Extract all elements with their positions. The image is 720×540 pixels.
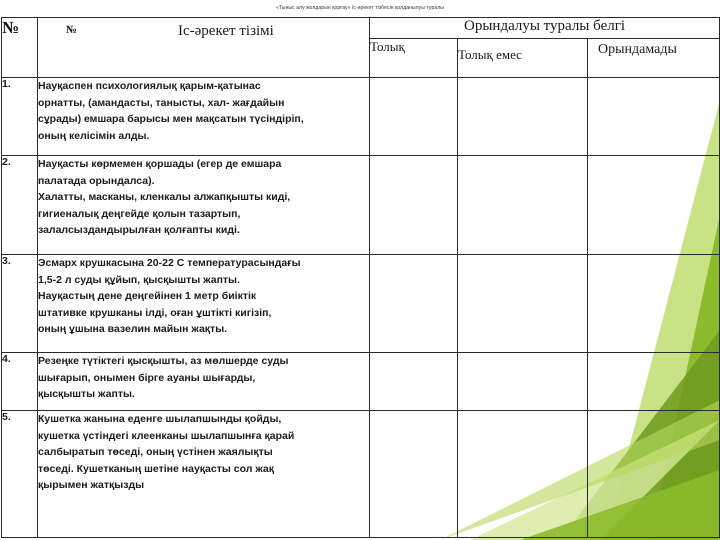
cell-full[interactable]	[370, 78, 458, 156]
action-line: Науқастың дене деңгейінен 1 метр биіктік	[38, 290, 257, 302]
action-line: кушетка үстіндегі клеенканы шылапшынға қарай	[38, 429, 295, 442]
cell-not-done[interactable]	[588, 353, 720, 411]
row-number: 5.	[2, 411, 38, 538]
row-number: 2.	[2, 156, 38, 255]
action-line: Халатты, масканы, кленкалы алжапқышты киді,	[38, 191, 291, 203]
action-line: палатада орындалса).	[38, 174, 155, 187]
cell-not-done[interactable]	[588, 255, 720, 353]
action-line: гигиеналық деңгейде қолын тазартып,	[38, 207, 241, 220]
action-line: оның ұшына вазелин майын жақты.	[38, 323, 228, 335]
row-action-text	[38, 255, 370, 353]
cell-full[interactable]	[370, 411, 458, 538]
row-action-text	[38, 411, 370, 538]
action-line: Кушетка жанына еденге шылапшынды қойды,	[38, 413, 282, 425]
header-status-partial: Толық емес	[458, 39, 588, 78]
table-row	[2, 255, 720, 353]
action-line: төседі. Кушетканың шетіне науқасты сол жақ	[38, 462, 274, 475]
cell-not-done[interactable]	[588, 411, 720, 538]
action-line: 1,5-2 л суды құйып, қысқышты жапты.	[38, 273, 240, 286]
procedure-checklist-table	[1, 17, 720, 538]
action-line: штативке крушканы ілді, оған ұштікті кигізіп,	[38, 306, 272, 319]
header-status-full: Толық	[370, 39, 458, 78]
action-line: Науқасты көрмемен қоршады (егер де емшара	[38, 158, 282, 170]
row-number: 3.	[2, 255, 38, 353]
action-line: қырымен жатқызды	[38, 479, 145, 491]
action-line: оның келісімін алды.	[38, 129, 150, 142]
table-row	[2, 353, 720, 411]
row-action-text	[38, 78, 370, 156]
action-line: Науқаспен психологиялық қарым-қатынас	[38, 80, 261, 92]
document-caption: «Тыныс алу жолдарын қорғау» іс-әрекет тізбесін қолданылуы туралы	[276, 5, 444, 11]
row-action-text	[38, 156, 370, 255]
action-line: шығарып, онымен бірге ауаны шығарды,	[38, 371, 256, 384]
action-line: Резеңке түтіктегі қысқышты, аз мөлшерде суды	[38, 355, 289, 367]
row-number: 1.	[2, 78, 38, 156]
header-action-number: №	[66, 24, 78, 36]
table-row	[2, 156, 720, 255]
action-line: сұрады) емшара барысы мен мақсатын түсіндіріп,	[38, 113, 304, 125]
cell-partial[interactable]	[458, 78, 588, 156]
cell-not-done[interactable]	[588, 78, 720, 156]
header-status-not-done: Орындамады	[588, 39, 720, 78]
action-line: қысқышты жапты.	[38, 388, 135, 400]
action-line: залалсыздандырылған қолғапты киді.	[38, 224, 240, 236]
cell-partial[interactable]	[458, 255, 588, 353]
row-action-text	[38, 353, 370, 411]
action-line: Эсмарх крушкасына 20-22 С температурасындағы	[38, 257, 301, 269]
cell-full[interactable]	[370, 156, 458, 255]
cell-full[interactable]	[370, 353, 458, 411]
header-row-1	[2, 18, 720, 39]
table-row	[2, 411, 720, 538]
action-line: орнатты, (амандасты, танысты, хал- жағдайын	[38, 96, 285, 109]
cell-partial[interactable]	[458, 156, 588, 255]
cell-not-done[interactable]	[588, 156, 720, 255]
cell-partial[interactable]	[458, 353, 588, 411]
header-action-list	[38, 18, 370, 78]
header-number: №	[2, 18, 38, 78]
row-number: 4.	[2, 353, 38, 411]
action-line: салбыратып төседі, оның үстінен жаялықты	[38, 446, 273, 458]
cell-partial[interactable]	[458, 411, 588, 538]
cell-full[interactable]	[370, 255, 458, 353]
header-status: Орындалуы туралы белгі	[370, 18, 720, 39]
table-row	[2, 78, 720, 156]
header-action-title: Іс-әрекет тізімі	[178, 23, 274, 39]
